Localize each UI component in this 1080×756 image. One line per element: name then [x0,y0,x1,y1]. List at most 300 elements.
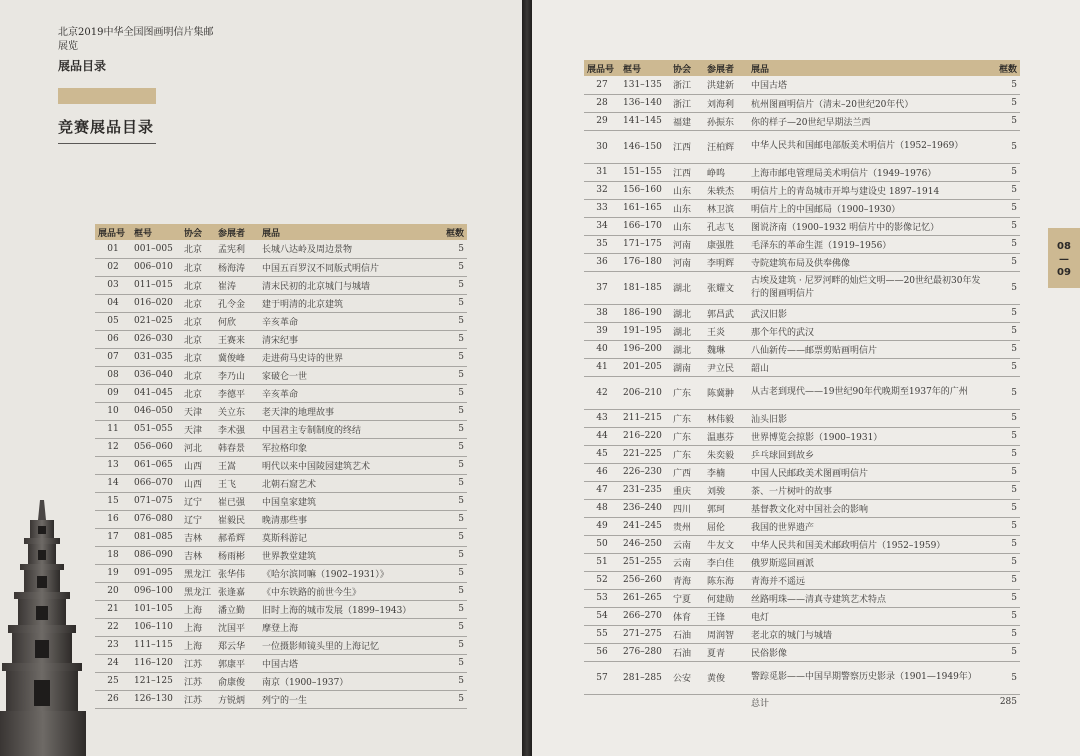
frame-count-cell: 5 [990,463,1020,481]
table-row [584,625,1020,643]
association-cell: 广东 [670,376,704,409]
table-row [95,528,467,546]
frames-cell: 156–160 [620,181,670,199]
table-row [584,535,1020,553]
frames-cell: 191–195 [620,322,670,340]
frames-cell: 046–050 [131,402,181,420]
frames-cell: 101–105 [131,600,181,618]
exhibitor-cell: 朱奕毅 [704,445,748,463]
exhibit-no-cell: 29 [584,112,620,130]
exhibitor-cell: 康强胜 [704,235,748,253]
association-cell: 北京 [181,312,215,330]
table-row [95,474,467,492]
frame-count-cell: 5 [990,94,1020,112]
table-header-row [95,224,467,240]
association-cell: 河北 [181,438,215,456]
exhibit-no-cell: 05 [95,312,131,330]
frames-cell: 136–140 [620,94,670,112]
frame-count-cell: 5 [437,474,467,492]
association-cell: 江苏 [181,690,215,708]
table-row [584,517,1020,535]
exhibit-title-cell: 中国皇家建筑 [259,492,437,510]
frame-count-cell: 5 [437,636,467,654]
exhibitor-cell: 郭康平 [215,654,259,672]
page-number-right: 09 [1057,267,1071,278]
exhibit-title-cell: 那个年代的武汉 [748,322,990,340]
exhibitor-cell: 崔已强 [215,492,259,510]
frames-cell: 236–240 [620,499,670,517]
frames-cell: 166–170 [620,217,670,235]
association-cell: 北京 [181,330,215,348]
exhibitor-cell: 刘海利 [704,94,748,112]
frames-cell: 261–265 [620,589,670,607]
exhibit-title-cell: 明信片上的青岛城市开埠与建设史 1897–1914 [748,181,990,199]
exhibit-title-cell: 建于明清的北京建筑 [259,294,437,312]
frames-cell: 196–200 [620,340,670,358]
exhibit-title-cell: 清末民初的北京城门与城墙 [259,276,437,294]
exhibit-no-cell: 54 [584,607,620,625]
frames-cell: 076–080 [131,510,181,528]
exhibit-no-cell: 36 [584,253,620,271]
exhibit-no-cell: 52 [584,571,620,589]
exhibit-title-cell: 中国君主专制制度的终结 [259,420,437,438]
exhibitor-cell: 崔毅民 [215,510,259,528]
table-row [584,181,1020,199]
exhibitor-cell: 郭珂 [704,499,748,517]
exhibit-no-cell: 30 [584,130,620,163]
association-cell: 宁夏 [670,589,704,607]
section-rule [58,143,156,144]
table-row [584,163,1020,181]
exhibit-title-cell: 毛泽东的革命生涯（1919–1956） [748,235,990,253]
frame-count-cell: 5 [990,607,1020,625]
frame-count-cell: 5 [990,76,1020,94]
exhibit-no-cell: 25 [95,672,131,690]
exhibit-no-cell: 08 [95,366,131,384]
header-frame-count: 框数 [437,224,467,240]
exhibitor-cell: 韩春景 [215,438,259,456]
frames-cell: 226–230 [620,463,670,481]
table-row [95,510,467,528]
association-cell: 湖北 [670,340,704,358]
table-row [584,253,1020,271]
frames-cell: 031–035 [131,348,181,366]
frames-cell: 241–245 [620,517,670,535]
frame-count-cell: 5 [437,618,467,636]
exhibit-title-cell: 列宁的一生 [259,690,437,708]
exhibitor-cell: 夏青 [704,643,748,661]
association-cell: 河南 [670,235,704,253]
table-row [95,384,467,402]
frame-count-cell: 5 [437,276,467,294]
exhibit-no-cell: 53 [584,589,620,607]
frame-count-cell: 5 [990,535,1020,553]
exhibit-no-cell: 32 [584,181,620,199]
exhibit-no-cell: 10 [95,402,131,420]
exhibitor-cell: 王飞 [215,474,259,492]
exhibitor-cell: 杨海涛 [215,258,259,276]
table-row [95,456,467,474]
association-cell: 辽宁 [181,510,215,528]
frames-cell: 141–145 [620,112,670,130]
frame-count-cell: 5 [437,690,467,708]
exhibit-no-cell: 49 [584,517,620,535]
frame-count-cell: 5 [437,348,467,366]
exhibit-no-cell: 33 [584,199,620,217]
frame-count-cell: 5 [437,312,467,330]
right-catalog-table [584,60,1020,710]
exhibitor-cell: 张耀文 [704,271,748,304]
exhibit-no-cell: 51 [584,553,620,571]
table-row [95,276,467,294]
total-value: 285 [999,697,1017,708]
frame-count-cell: 5 [437,366,467,384]
frame-count-cell: 5 [990,112,1020,130]
frames-cell: 011–015 [131,276,181,294]
table-row [95,258,467,276]
exhibit-no-cell: 31 [584,163,620,181]
catalog-title: 展品目录 [58,59,107,73]
association-cell: 吉林 [181,546,215,564]
frames-cell: 206–210 [620,376,670,409]
exhibit-no-cell: 26 [95,690,131,708]
exhibit-no-cell: 37 [584,271,620,304]
association-cell: 贵州 [670,517,704,535]
table-row [95,366,467,384]
table-row [584,643,1020,661]
exhibit-title-cell: 丝路明珠——清真寺建筑艺术特点 [748,589,990,607]
frame-count-cell: 5 [437,456,467,474]
exhibit-title-cell: 八仙新传——邮票剪贴画明信片 [748,340,990,358]
exhibit-no-cell: 04 [95,294,131,312]
exhibitor-cell: 孔志飞 [704,217,748,235]
header-exhibitor: 参展者 [215,224,259,240]
exhibit-no-cell: 06 [95,330,131,348]
association-cell: 广东 [670,409,704,427]
frames-cell: 161–165 [620,199,670,217]
exhibitor-cell: 黄俊 [704,661,748,694]
frame-count-cell: 5 [990,271,1020,304]
exhibit-title-cell: 上海市邮电管理局美术明信片（1949–1976） [748,163,990,181]
frames-cell: 256–260 [620,571,670,589]
header-frames: 框号 [131,224,181,240]
exhibit-title-cell: 中华人民共和国美术邮政明信片（1952–1959） [748,535,990,553]
association-cell: 湖北 [670,271,704,304]
table-row [584,271,1020,304]
exhibit-title-cell: 一位摄影师镜头里的上海记忆 [259,636,437,654]
exhibitor-cell: 李楠 [704,463,748,481]
frames-cell: 271–275 [620,625,670,643]
association-cell: 辽宁 [181,492,215,510]
exhibit-title-cell: 古埃及建筑 · 尼罗河畔的灿烂文明——20世纪最初30年发行的图画明信片 [748,271,990,304]
frame-count-cell: 5 [437,438,467,456]
exhibitor-cell: 洪建新 [704,76,748,94]
association-cell: 河南 [670,253,704,271]
exhibitor-cell: 杨雨彬 [215,546,259,564]
exhibitor-cell: 关立东 [215,402,259,420]
exhibit-title-cell: 警踪觅影——中国早期警察历史影录（1901—1949年） [748,661,990,694]
exhibitor-cell: 魏琳 [704,340,748,358]
association-cell: 上海 [181,600,215,618]
exhibit-title-cell: 你的样子—20世纪早期法兰西 [748,112,990,130]
exhibit-no-cell: 46 [584,463,620,481]
frames-cell: 096–100 [131,582,181,600]
frames-cell: 186–190 [620,304,670,322]
header-association: 协会 [181,224,215,240]
exhibitor-cell: 李德平 [215,384,259,402]
frame-count-cell: 5 [437,294,467,312]
frames-cell: 086–090 [131,546,181,564]
table-row [584,481,1020,499]
header-exhibitor: 参展者 [704,60,748,76]
frame-count-cell: 5 [990,163,1020,181]
table-row [95,672,467,690]
table-row [95,654,467,672]
frame-count-cell: 5 [437,600,467,618]
frames-cell: 181–185 [620,271,670,304]
association-cell: 上海 [181,636,215,654]
association-cell: 山西 [181,474,215,492]
association-cell: 北京 [181,258,215,276]
exhibit-no-cell: 03 [95,276,131,294]
frame-count-cell: 5 [990,340,1020,358]
table-row [95,348,467,366]
exhibit-title-cell: 寺院建筑布局及供奉佛像 [748,253,990,271]
frame-count-cell: 5 [437,402,467,420]
frames-cell: 091–095 [131,564,181,582]
table-row [584,217,1020,235]
exhibit-title-cell: 走进荷马史诗的世界 [259,348,437,366]
exhibitor-cell: 方锐炳 [215,690,259,708]
frame-count-cell: 5 [990,499,1020,517]
association-cell: 天津 [181,420,215,438]
frame-count-cell: 5 [990,589,1020,607]
exhibitor-cell: 陈东海 [704,571,748,589]
exhibitor-cell: 王炎 [704,322,748,340]
gold-accent-bar [58,88,156,104]
table-row [584,445,1020,463]
exhibit-title-cell: 《中东铁路的前世今生》 [259,582,437,600]
frames-cell: 001–005 [131,240,181,258]
exhibit-title-cell: 明代以来中国陵园建筑艺术 [259,456,437,474]
frames-cell: 131–135 [620,76,670,94]
table-row [584,340,1020,358]
frames-cell: 281–285 [620,661,670,694]
table-row [584,199,1020,217]
exhibit-no-cell: 09 [95,384,131,402]
exhibitor-cell: 屈伦 [704,517,748,535]
association-cell: 山西 [181,456,215,474]
page-number-tab [1048,228,1080,288]
association-cell: 黑龙江 [181,582,215,600]
table-row [95,294,467,312]
table-row [584,553,1020,571]
exhibitor-cell: 张逢嘉 [215,582,259,600]
table-row [95,420,467,438]
frame-count-cell: 5 [990,253,1020,271]
exhibit-title-cell: 从古老到现代——19世纪90年代晚期至1937年的广州 [748,376,990,409]
exhibit-title-cell: 武汉旧影 [748,304,990,322]
exhibit-no-cell: 24 [95,654,131,672]
association-cell: 广东 [670,445,704,463]
total-label: 总计 [751,698,770,709]
association-cell: 广西 [670,463,704,481]
exhibit-no-cell: 38 [584,304,620,322]
exhibit-title-cell: 长城八达岭及周边景物 [259,240,437,258]
frames-cell: 246–250 [620,535,670,553]
exhibit-no-cell: 19 [95,564,131,582]
frames-cell: 071–075 [131,492,181,510]
header-exhibit: 展品 [748,60,990,76]
table-row [95,564,467,582]
frame-count-cell: 5 [990,409,1020,427]
association-cell: 青海 [670,571,704,589]
exhibit-title-cell: 清宋纪事 [259,330,437,348]
table-row [584,94,1020,112]
association-cell: 湖南 [670,358,704,376]
exhibit-title-cell: 辛亥革命 [259,312,437,330]
frames-cell: 251–255 [620,553,670,571]
frames-cell: 176–180 [620,253,670,271]
frames-cell: 106–110 [131,618,181,636]
association-cell: 广东 [670,427,704,445]
association-cell: 北京 [181,348,215,366]
frame-count-cell: 5 [437,240,467,258]
frames-cell: 126–130 [131,690,181,708]
frames-cell: 151–155 [620,163,670,181]
exhibit-no-cell: 50 [584,535,620,553]
exhibit-title-cell: 晚清那些事 [259,510,437,528]
association-cell: 山东 [670,217,704,235]
exhibit-no-cell: 15 [95,492,131,510]
exhibit-title-cell: 老北京的城门与城墙 [748,625,990,643]
exhibitor-cell: 郭昌武 [704,304,748,322]
exhibitor-cell: 李术强 [215,420,259,438]
association-cell: 天津 [181,402,215,420]
frames-cell: 006–010 [131,258,181,276]
exhibit-no-cell: 40 [584,340,620,358]
exhibitor-cell: 李明辉 [704,253,748,271]
frame-count-cell: 5 [990,235,1020,253]
exhibitor-cell: 俞康俊 [215,672,259,690]
exhibit-title-cell: 辛亥革命 [259,384,437,402]
table-row [584,304,1020,322]
exhibit-no-cell: 42 [584,376,620,409]
frames-cell: 056–060 [131,438,181,456]
header-exhibit: 展品 [259,224,437,240]
book-gutter [522,0,532,756]
association-cell: 山东 [670,181,704,199]
table-row [584,661,1020,694]
table-row [95,582,467,600]
table-row [584,235,1020,253]
table-row [584,607,1020,625]
frames-cell: 066–070 [131,474,181,492]
table-row [584,571,1020,589]
table-row [95,618,467,636]
pagoda-illustration [0,500,86,756]
frame-count-cell: 5 [990,358,1020,376]
table-row [584,130,1020,163]
table-row [95,312,467,330]
exhibitor-cell: 朱轶杰 [704,181,748,199]
frame-count-cell: 5 [990,553,1020,571]
association-cell: 北京 [181,276,215,294]
exhibitor-cell: 何欣 [215,312,259,330]
header-exhibit-no: 展品号 [584,60,620,76]
right-page [532,0,1080,756]
exhibitor-cell: 峥鸣 [704,163,748,181]
exhibit-title-cell: 中国人民邮政美术图画明信片 [748,463,990,481]
exhibit-no-cell: 34 [584,217,620,235]
exhibit-no-cell: 23 [95,636,131,654]
table-row [584,589,1020,607]
frame-count-cell: 5 [990,643,1020,661]
left-catalog-table [95,224,467,709]
association-cell: 浙江 [670,76,704,94]
exhibitor-cell: 孔令金 [215,294,259,312]
table-row [95,492,467,510]
table-row [584,358,1020,376]
table-row [95,240,467,258]
frames-cell: 211–215 [620,409,670,427]
header-frames: 框号 [620,60,670,76]
exhibitor-cell: 何建勋 [704,589,748,607]
exhibit-no-cell: 44 [584,427,620,445]
exhibit-title-cell: 中国古塔 [259,654,437,672]
association-cell: 湖北 [670,322,704,340]
exhibit-title-cell: 我国的世界遗产 [748,517,990,535]
frames-cell: 121–125 [131,672,181,690]
frames-cell: 216–220 [620,427,670,445]
frames-cell: 116–120 [131,654,181,672]
table-row [95,600,467,618]
frames-cell: 026–030 [131,330,181,348]
exhibit-no-cell: 07 [95,348,131,366]
frame-count-cell: 5 [437,384,467,402]
frame-count-cell: 5 [437,330,467,348]
frames-cell: 266–270 [620,607,670,625]
table-row [95,690,467,708]
exhibitor-cell: 冀俊峰 [215,348,259,366]
exhibit-title-cell: 图说济南（1900–1932 明信片中的影像记忆） [748,217,990,235]
frame-count-cell: 5 [990,199,1020,217]
exhibit-title-cell: 世界教堂建筑 [259,546,437,564]
frame-count-cell: 5 [990,625,1020,643]
frame-count-cell: 5 [437,492,467,510]
exhibit-no-cell: 39 [584,322,620,340]
frame-count-cell: 5 [990,130,1020,163]
association-cell: 山东 [670,199,704,217]
frames-cell: 231–235 [620,481,670,499]
exhibitor-cell: 刘骏 [704,481,748,499]
frame-count-cell: 5 [437,564,467,582]
association-cell: 公安 [670,661,704,694]
exhibit-title-cell: 中国古塔 [748,76,990,94]
exhibit-no-cell: 55 [584,625,620,643]
table-row [95,546,467,564]
association-cell: 湖北 [670,304,704,322]
exhibit-no-cell: 47 [584,481,620,499]
frames-cell: 146–150 [620,130,670,163]
exhibit-no-cell: 01 [95,240,131,258]
frame-count-cell: 5 [437,672,467,690]
total-row [584,694,1020,710]
exhibit-no-cell: 18 [95,546,131,564]
exhibit-no-cell: 41 [584,358,620,376]
frames-cell: 041–045 [131,384,181,402]
frame-count-cell: 5 [990,376,1020,409]
